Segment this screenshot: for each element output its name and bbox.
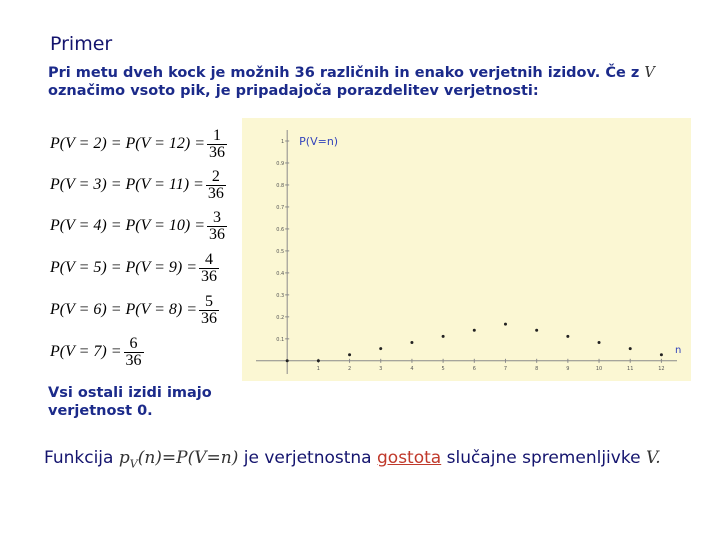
y-tick-label: 0.8: [276, 182, 285, 189]
data-point: [473, 329, 476, 332]
data-point: [317, 359, 320, 362]
data-point: [286, 359, 289, 362]
x-tick-label: 8: [535, 365, 539, 372]
intro-text-part2: označimo vsoto pik, je pripadajoča porazdelitev verjetnosti:: [48, 83, 539, 99]
fraction-numerator: 3: [213, 208, 222, 226]
equation-lhs: P(V = 4) = P(V = 10) =: [50, 217, 206, 234]
y-tick-label: 1: [280, 138, 285, 145]
equation-lhs: P(V = 6) = P(V = 8) =: [50, 301, 198, 318]
intro-variable: V: [644, 65, 655, 81]
data-point: [598, 341, 601, 344]
x-tick-label: 9: [566, 365, 570, 372]
data-point: [348, 353, 351, 356]
fraction-numerator: 1: [213, 126, 222, 144]
fraction-numerator: 6: [129, 334, 138, 352]
fraction-denominator: 36: [125, 351, 142, 369]
fraction-denominator: 36: [209, 225, 226, 243]
data-point: [566, 335, 569, 338]
y-tick-label: 0.1: [276, 336, 285, 343]
data-point: [629, 347, 632, 350]
fraction: [207, 210, 227, 243]
equation-row: [50, 206, 227, 246]
function-name: [118, 448, 239, 471]
data-point: [535, 329, 538, 332]
equation-lhs: P(V = 2) = P(V = 12) =: [50, 135, 206, 152]
equation-row: [50, 124, 227, 164]
bottom-statement: [44, 448, 661, 470]
intro-text: [48, 64, 668, 100]
fraction-numerator: 4: [205, 250, 214, 268]
y-tick-label: 0.2: [276, 314, 285, 321]
fraction-denominator: 36: [209, 143, 226, 161]
fraction: [207, 128, 227, 161]
fraction-denominator: 36: [201, 309, 218, 327]
x-tick-label: 6: [472, 365, 476, 372]
function-symbol: p: [118, 448, 130, 468]
data-point: [379, 347, 382, 350]
fraction: [199, 252, 219, 285]
fraction-denominator: 36: [201, 267, 218, 285]
y-axis-label: P(V=n): [299, 134, 339, 148]
gostota-link[interactable]: gostota: [377, 448, 442, 468]
y-tick-label: 0.7: [276, 204, 285, 211]
x-tick-label: 11: [627, 365, 634, 372]
y-tick-label: 0.3: [276, 292, 285, 299]
equation-row: [50, 332, 144, 372]
x-tick-label: 3: [379, 365, 383, 372]
fraction-numerator: 5: [205, 292, 214, 310]
data-point: [660, 353, 663, 356]
equation-row: [50, 248, 219, 288]
data-point: [442, 335, 445, 338]
data-point: [410, 341, 413, 344]
fraction: [199, 294, 219, 327]
fraction: [124, 336, 144, 369]
y-tick-label: 0.4: [276, 270, 285, 277]
y-tick-label: 0.5: [276, 248, 285, 255]
x-tick-label: 5: [441, 365, 445, 372]
equation-lhs: P(V = 3) = P(V = 11) =: [50, 176, 204, 193]
probability-plot: [242, 118, 691, 381]
x-tick-label: 4: [410, 365, 414, 372]
fraction-denominator: 36: [207, 184, 224, 202]
y-tick-label: 0.6: [276, 226, 285, 233]
function-argument: (n)=P(V=n): [137, 448, 239, 468]
bottom-variable: V.: [645, 448, 661, 468]
x-tick-label: 7: [503, 365, 508, 372]
fraction-numerator: 2: [211, 167, 220, 185]
x-tick-label: 10: [595, 365, 603, 372]
data-point: [504, 323, 507, 326]
function-subscript: V: [129, 457, 138, 471]
intro-text-part1: Pri metu dveh kock je možnih 36 različnih in enako verjetnih izidov. Če z: [48, 65, 640, 81]
note-text: Vsi ostali izidi imajo verjetnost 0.: [48, 385, 212, 419]
probability-plot-svg: [242, 118, 691, 381]
bottom-middle: je verjetnostna: [243, 448, 372, 468]
x-tick-label: 1: [316, 365, 320, 372]
x-tick-label: 2: [347, 365, 352, 372]
slide-title: Primer: [50, 33, 113, 55]
equation-row: [50, 290, 219, 330]
equation-lhs: P(V = 5) = P(V = 9) =: [50, 259, 198, 276]
fraction: [206, 169, 226, 202]
equation-lhs: P(V = 7) =: [50, 343, 122, 360]
equation-row: [50, 165, 226, 205]
y-tick-label: 0.9: [276, 160, 285, 167]
x-axis-label: n: [675, 344, 682, 356]
x-tick-label: 12: [658, 365, 665, 372]
bottom-suffix: slučajne spremenljivke: [446, 448, 641, 468]
bottom-prefix: Funkcija: [44, 448, 114, 468]
